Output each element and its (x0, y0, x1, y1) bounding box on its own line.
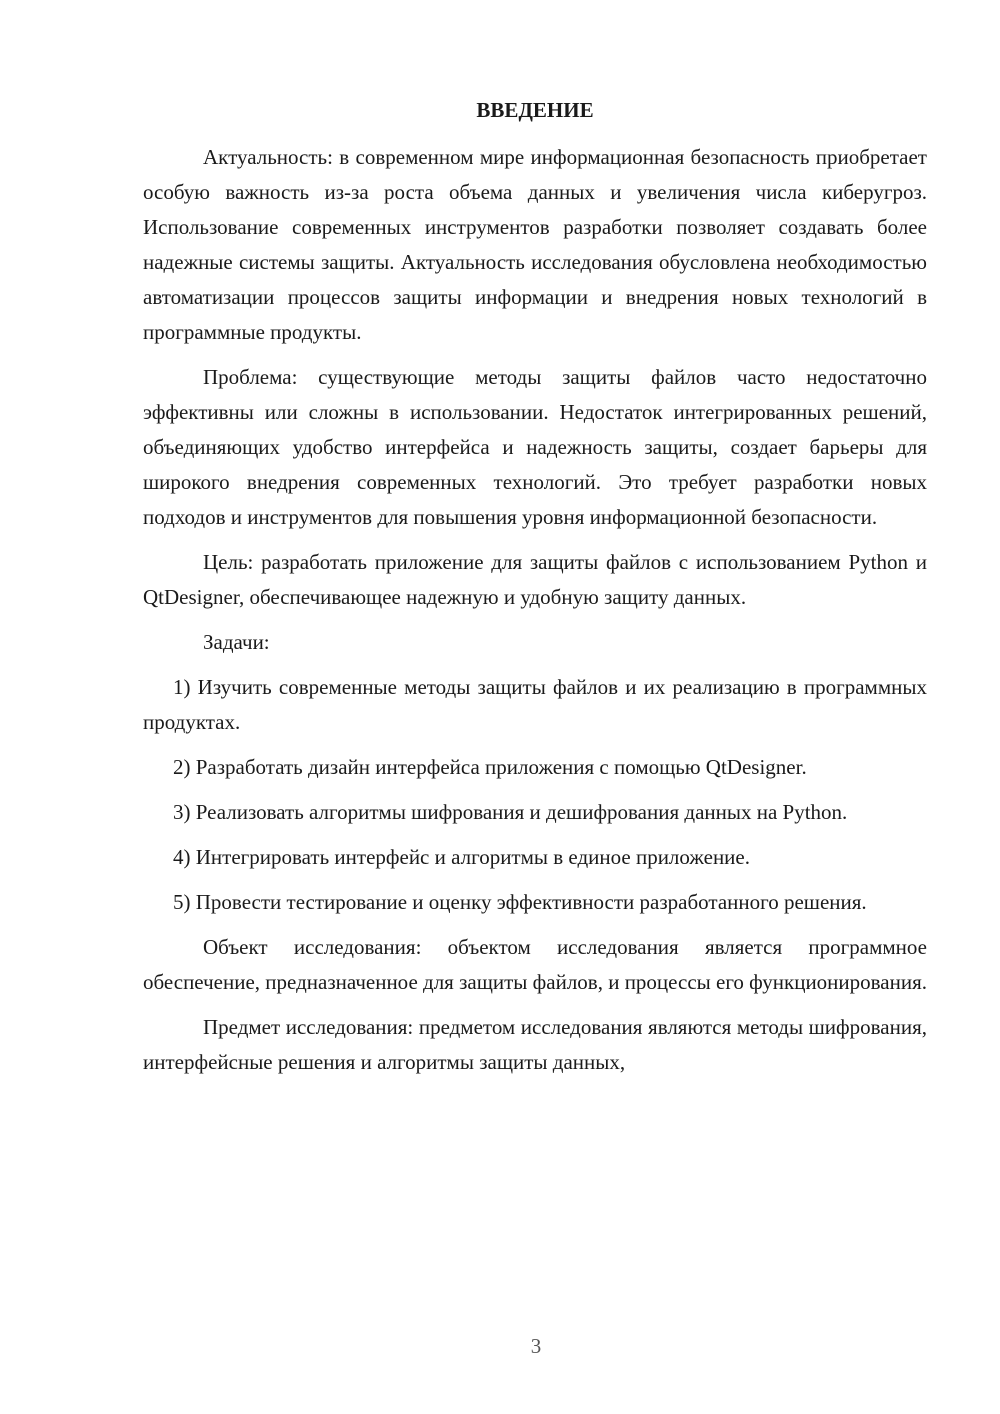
paragraph-goal: Цель: разработать приложение для защиты файлов с использованием Python и QtDesigner, обеспечивающее надежную и удобную защиту данных. (143, 550, 927, 609)
paragraph-relevance: Актуальность: в современном мире информационная безопасность приобретает особую важность из-за роста объема данных и увеличения числа киберугроз. Использование современных инструментов разработки позволяет создавать более надежные системы защиты. Актуальность исследования обусловлена необходимостью автоматизации процессов защиты информации и внедрения новых технологий в программные продукты. (143, 145, 927, 344)
tasks-label: Задачи: (203, 630, 270, 654)
document-page (143, 96, 927, 1090)
task-item-4: 4) Интегрировать интерфейс и алгоритмы в единое приложение. (173, 845, 750, 869)
task-item-2: 2) Разработать дизайн интерфейса приложения с помощью QtDesigner. (173, 755, 807, 779)
page-number: 3 (530, 1334, 542, 1358)
task-item-5: 5) Провести тестирование и оценку эффективности разработанного решения. (173, 890, 867, 914)
task-item-1: 1) Изучить современные методы защиты файлов и их реализацию в программных продуктах. (143, 675, 927, 734)
task-item-3: 3) Реализовать алгоритмы шифрования и дешифрования данных на Python. (173, 800, 848, 824)
paragraph-object: Объект исследования: объектом исследования является программное обеспечение, предназначенное для защиты файлов, и процессы его функционирования. (143, 935, 928, 994)
paragraph-problem: Проблема: существующие методы защиты файлов часто недостаточно эффективны или сложны в использовании. Недостаток интегрированных решений, объединяющих удобство интерфейса и надежность защиты, создает барьеры для широкого внедрения современных технологий. Это требует разработки новых подходов и инструментов для повышения уровня информационной безопасности. (143, 365, 927, 529)
section-heading: ВВЕДЕНИЕ (476, 98, 594, 122)
paragraph-subject: Предмет исследования: предметом исследования являются методы шифрования, интерфейсные решения и алгоритмы защиты данных, (143, 1015, 927, 1074)
